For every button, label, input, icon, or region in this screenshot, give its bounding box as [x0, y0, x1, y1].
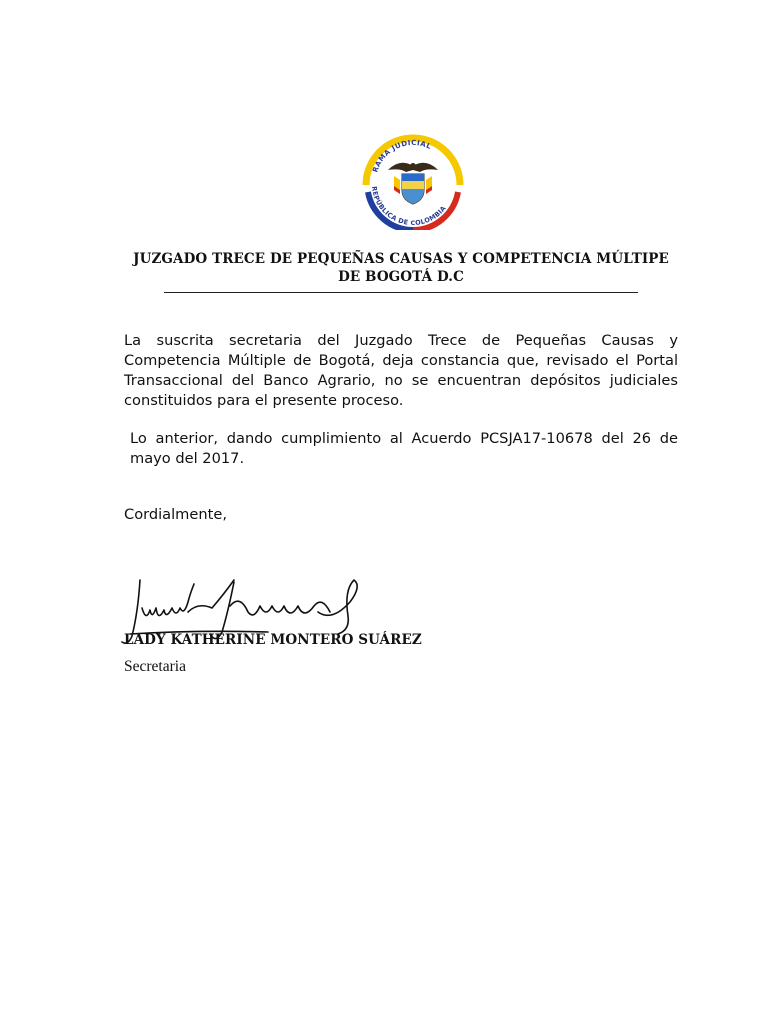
agreement-paragraph: Lo anterior, dando cumplimiento al Acuerdo PCSJA17-10678 del 26 de mayo del 2017. — [130, 430, 678, 467]
rama-judicial-seal-icon — [358, 130, 468, 230]
closing-text: Cordialmente, — [124, 506, 227, 523]
constancy-paragraph: La suscrita secretaria del Juzgado Trece de Pequeñas Causas y Competencia Múltiple de Bogotá, deja constancia que, revisado el Portal Transaccional del Banco Agrario, no se encuentran depósitos judiciales constituidos para el presente proceso. — [124, 332, 678, 409]
signer-role: Secretaria — [124, 658, 186, 675]
signer-name: LADY KATHERINE MONTERO SUÁREZ — [124, 632, 422, 648]
svg-text:RAMA JUDICIAL: RAMA JUDICIAL — [371, 138, 433, 174]
court-title-line-1: JUZGADO TRECE DE PEQUEÑAS CAUSAS Y COMPETENCIA MÚLTIPE — [133, 251, 669, 267]
svg-text:REPÚBLICA DE COLOMBIA: REPÚBLICA DE COLOMBIA — [370, 185, 448, 228]
header-divider — [164, 292, 638, 293]
court-title-line-2: DE BOGOTÁ D.C — [338, 269, 464, 285]
